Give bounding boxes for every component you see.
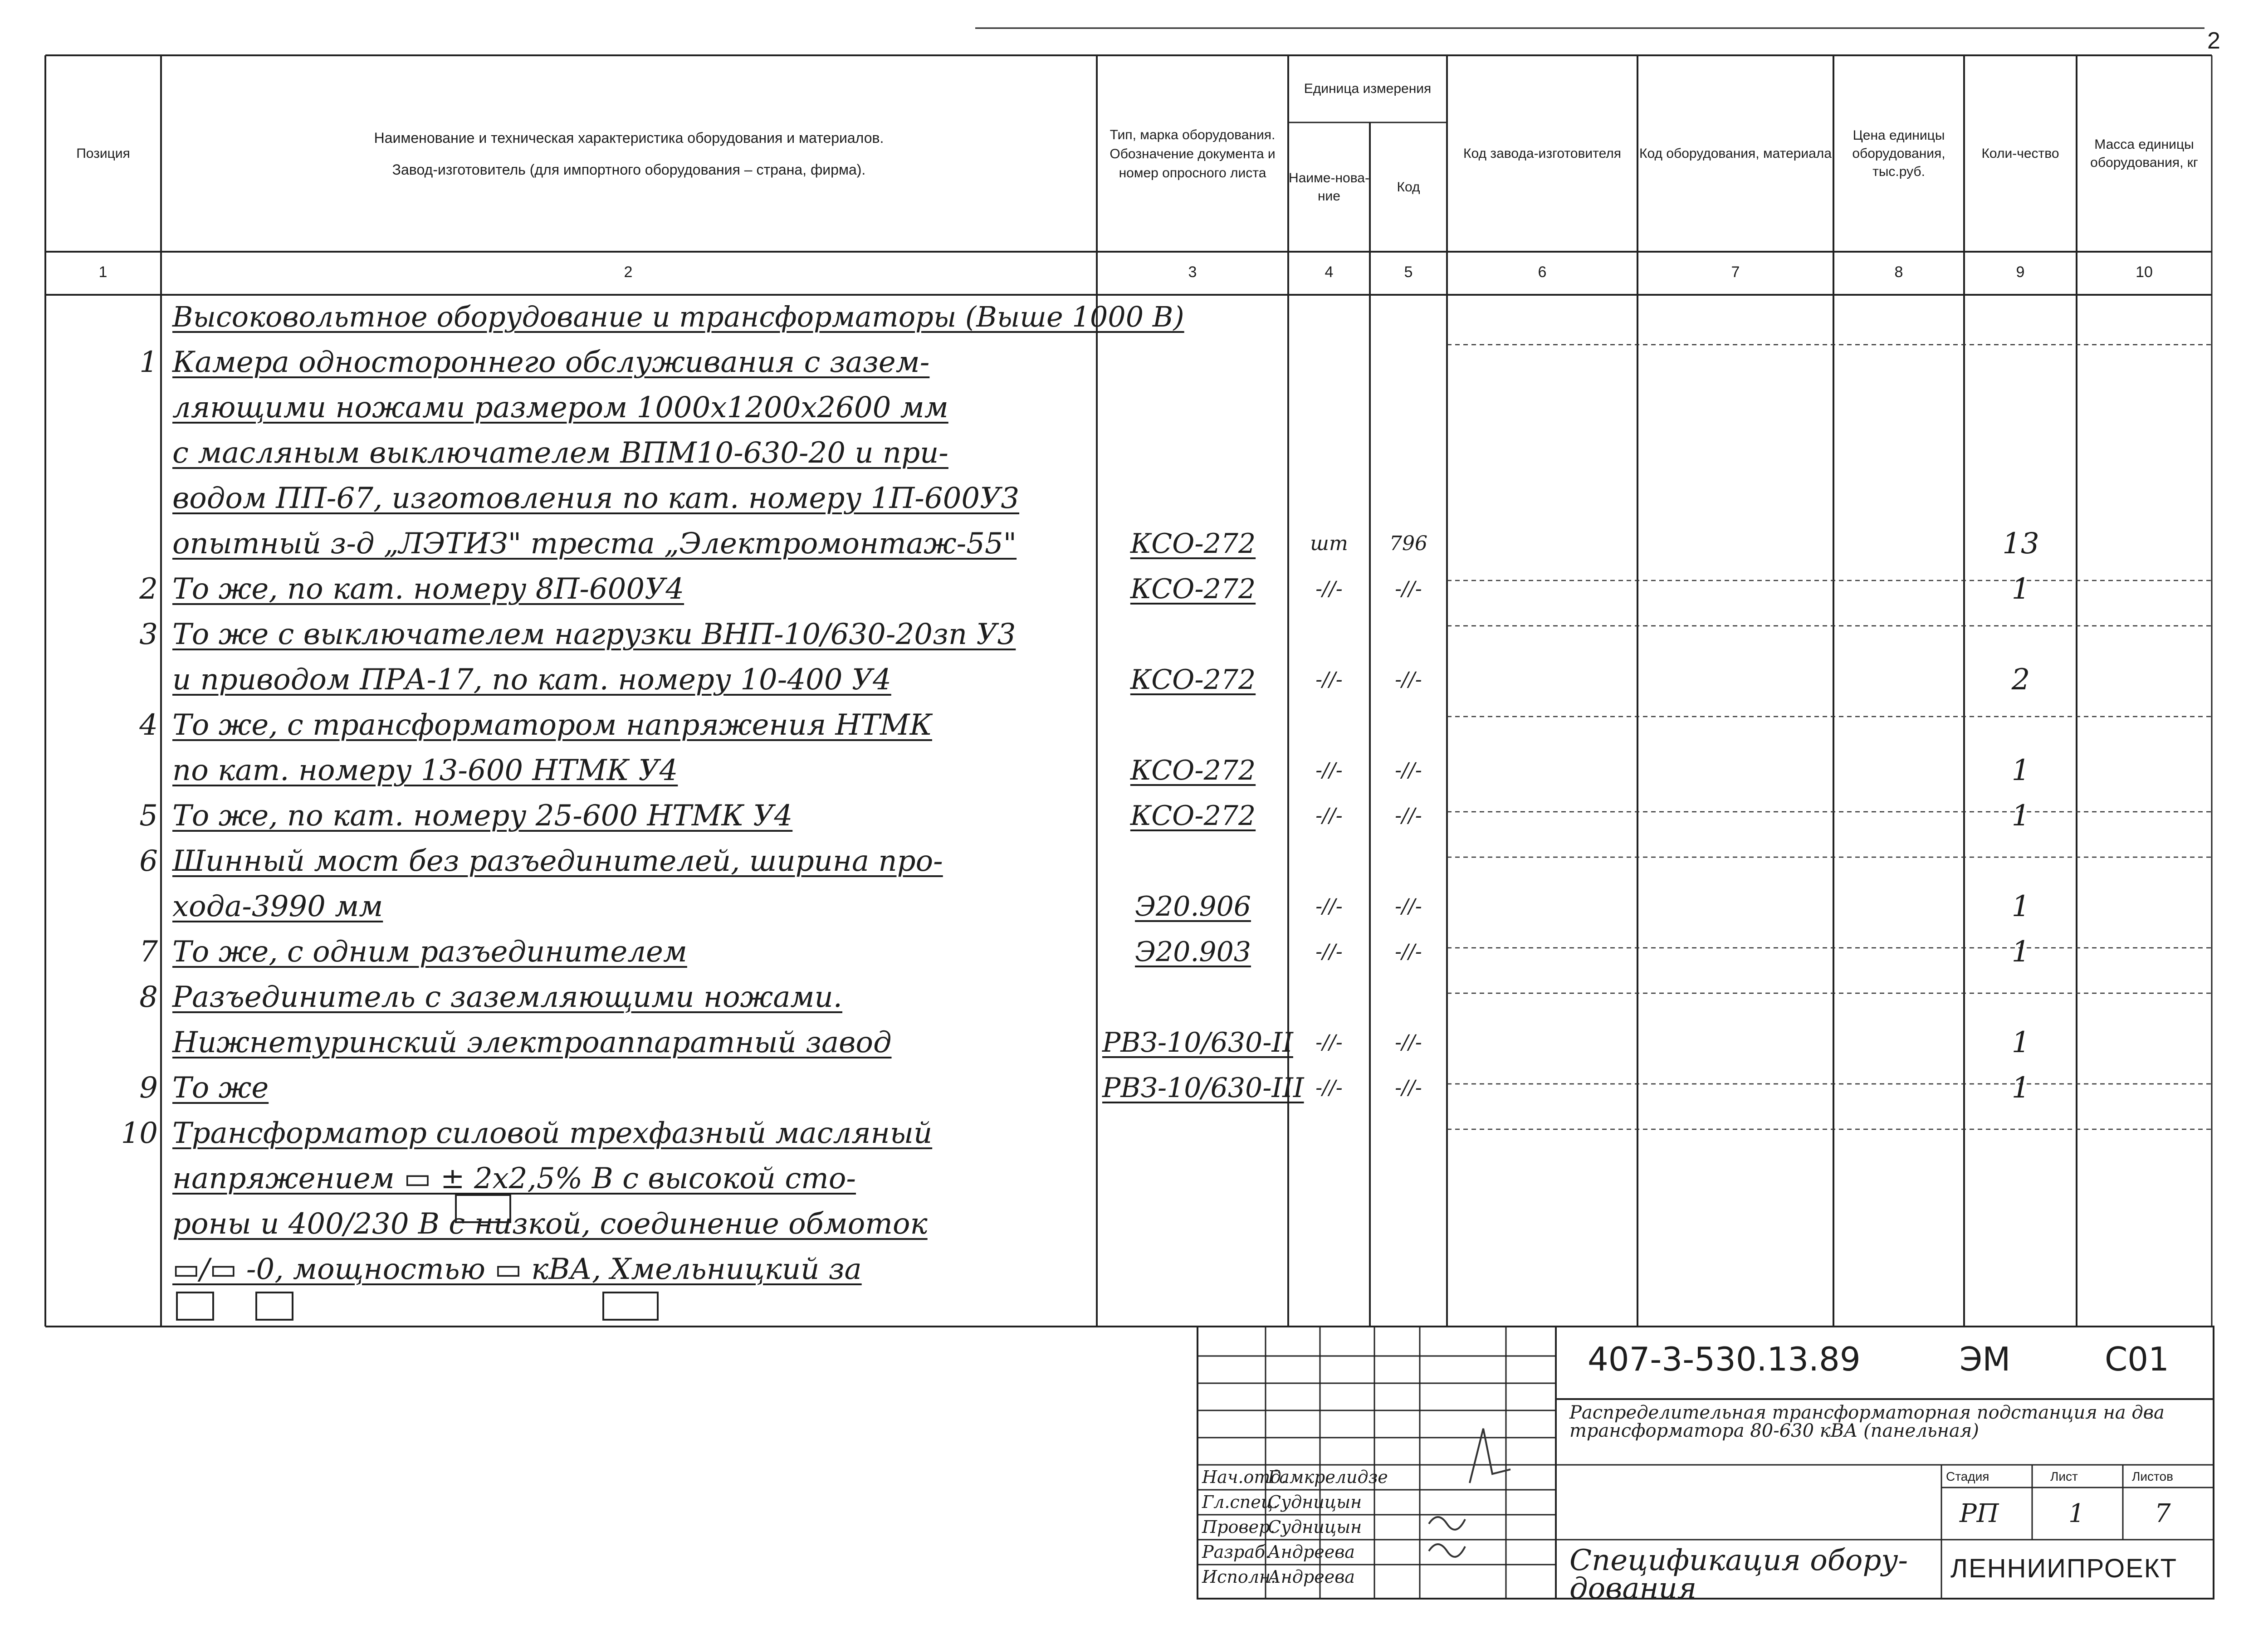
stage-label: Стадия <box>1946 1469 1989 1483</box>
row-unit <box>1293 342 1365 385</box>
signature-name: Андреева <box>1268 1567 1355 1587</box>
col-number: 9 <box>2016 263 2025 281</box>
row-name: хода-3990 мм <box>172 890 383 923</box>
row-position <box>117 387 158 431</box>
signature-role: Исполн. <box>1202 1567 1276 1587</box>
row-unit: -//- <box>1315 1076 1343 1099</box>
row-unit <box>1293 297 1365 340</box>
col-number: 2 <box>624 263 633 281</box>
row-name: Разъединитель с заземляющими ножами. <box>172 980 842 1014</box>
row-name: То же, с одним разъединителем <box>172 935 687 969</box>
row-name: и приводом ПРА-17, по кат. номеру 10-400 У4 <box>172 663 891 697</box>
header-price: Цена единицы оборудования, тыс.руб. <box>1852 127 1945 179</box>
row-unit-code <box>1374 387 1442 431</box>
row-unit <box>1293 614 1365 658</box>
row-name: Камера одностороннего обслуживания с зазем- <box>172 346 930 379</box>
col-number: 3 <box>1188 263 1197 281</box>
row-type: КСО-272 <box>1130 664 1256 696</box>
document-title: Спецификация обору-дования <box>1569 1544 1908 1605</box>
row-qty: 1 <box>2011 754 2030 787</box>
row-position <box>117 297 158 340</box>
row-unit: -//- <box>1315 940 1343 963</box>
col-number: 1 <box>98 263 108 281</box>
doc-code: 407-3-530.13.89 <box>1588 1340 1861 1378</box>
row-unit-code <box>1374 1113 1442 1156</box>
row-qty <box>1969 387 2073 431</box>
row-position <box>117 1158 158 1202</box>
header-unit-name: Наиме-нова-ние <box>1289 170 1369 204</box>
sheet-value: 1 <box>2068 1499 2085 1528</box>
row-position: 8 <box>139 980 158 1014</box>
signature-marks <box>1429 1429 1510 1557</box>
row-name: То же, с трансформатором напряжения НТМК <box>172 708 932 742</box>
row-unit <box>1293 977 1365 1020</box>
row-unit <box>1293 1113 1365 1156</box>
row-qty: 1 <box>2011 572 2030 606</box>
row-qty <box>1969 478 2073 522</box>
row-qty <box>1969 1113 2073 1156</box>
sheet-label: Лист <box>2050 1469 2078 1483</box>
row-unit-code <box>1374 1158 1442 1202</box>
row-name: по кат. номеру 13-600 НТМК У4 <box>172 754 678 787</box>
row-qty: 1 <box>2011 935 2030 969</box>
row-unit: -//- <box>1315 895 1343 918</box>
row-type <box>1102 1249 1284 1293</box>
row-name: водом ПП-67, изготовления по кат. номеру 1П-600У3 <box>172 482 1020 515</box>
signature-name: Судницын <box>1268 1492 1362 1512</box>
row-type <box>1102 387 1284 431</box>
row-unit-code <box>1374 478 1442 522</box>
row-position: 6 <box>139 844 158 878</box>
row-position <box>117 523 158 567</box>
row-position: 1 <box>139 346 158 379</box>
row-qty <box>1969 1158 2073 1202</box>
row-position <box>117 659 158 703</box>
row-position: 9 <box>139 1071 158 1105</box>
sheets-value: 7 <box>2155 1499 2171 1528</box>
row-position <box>117 1022 158 1066</box>
row-type: КСО-272 <box>1130 800 1256 832</box>
row-qty <box>1969 705 2073 748</box>
row-qty <box>1969 1249 2073 1293</box>
row-position: 7 <box>139 935 158 969</box>
row-type <box>1102 478 1284 522</box>
header-position: Позиция <box>76 146 130 161</box>
row-type <box>1102 433 1284 476</box>
row-unit: -//- <box>1315 668 1343 691</box>
signature-role: Гл.спец. <box>1202 1492 1279 1512</box>
row-qty <box>1969 841 2073 884</box>
row-unit: -//- <box>1315 577 1343 600</box>
header-type: Тип, марка оборудования. Обозначение документа и номер опросного листа <box>1110 127 1276 180</box>
col-number: 4 <box>1325 263 1334 281</box>
row-unit-code: -//- <box>1395 759 1422 782</box>
row-name: опытный з-д „ЛЭТИЗ" треста „Электромонтаж-55" <box>172 527 1017 561</box>
row-qty <box>1969 433 2073 476</box>
sheets-label: Листов <box>2132 1469 2173 1483</box>
row-unit: -//- <box>1315 759 1343 782</box>
signature-role: Провер. <box>1202 1517 1276 1537</box>
header-equip-code: Код оборудования, материала <box>1639 146 1832 161</box>
row-position <box>117 750 158 794</box>
row-unit-code: -//- <box>1395 1031 1422 1054</box>
row-name: ляющими ножами размером 1000x1200x2600 мм <box>172 391 948 424</box>
row-unit <box>1293 1158 1365 1202</box>
row-type <box>1102 1204 1284 1247</box>
row-unit-code <box>1374 614 1442 658</box>
row-unit-code: -//- <box>1395 940 1422 963</box>
row-type: Э20.903 <box>1135 936 1251 968</box>
header-unit: Единица измерения <box>1304 81 1432 96</box>
row-unit-code <box>1374 977 1442 1020</box>
row-qty: 1 <box>2011 890 2030 923</box>
signature-role: Разраб. <box>1202 1542 1271 1562</box>
col-number: 10 <box>2136 263 2153 281</box>
row-name: Нижнетуринский электроаппаратный завод <box>172 1026 892 1059</box>
row-type <box>1102 841 1284 884</box>
row-type <box>1102 297 1284 340</box>
row-type: КСО-272 <box>1130 755 1256 786</box>
signature-role: Нач.отд. <box>1202 1467 1287 1487</box>
header-mass: Масса единицы оборудования, кг <box>2090 137 2198 170</box>
row-unit-code: -//- <box>1395 895 1422 918</box>
row-name: То же с выключателем нагрузки ВНП-10/630-20зп У3 <box>172 618 1016 651</box>
row-unit-code: -//- <box>1395 577 1422 600</box>
row-unit <box>1293 478 1365 522</box>
signature-name: Гамкрелидзе <box>1268 1467 1388 1487</box>
row-unit-code <box>1374 1249 1442 1293</box>
signature-name: Судницын <box>1268 1517 1362 1537</box>
page-number: 2 <box>2207 28 2220 54</box>
row-unit-code: 796 <box>1389 532 1427 555</box>
row-position <box>117 433 158 476</box>
row-type: КСО-272 <box>1130 573 1256 605</box>
header-name: Наименование и техническая характеристика оборудования и материалов. Завод-изготовитель (для импортного оборудования – страна, фирма). <box>374 129 884 178</box>
header-qty: Коли-чество <box>1981 146 2059 161</box>
row-name: роны и 400/230 В с низкой, соединение обмоток <box>172 1207 928 1241</box>
col-number: 6 <box>1538 263 1547 281</box>
row-unit: -//- <box>1315 804 1343 827</box>
row-unit-code <box>1374 1204 1442 1247</box>
row-position: 2 <box>139 572 158 606</box>
row-unit-code: -//- <box>1395 668 1422 691</box>
row-name: ▭/▭ -0, мощностью ▭ кВА, Хмельницкий за <box>172 1253 862 1286</box>
row-qty: 13 <box>2002 527 2039 561</box>
row-unit <box>1293 1249 1365 1293</box>
row-unit <box>1293 705 1365 748</box>
row-unit-code: -//- <box>1395 1076 1422 1099</box>
doc-mark: ЭМ <box>1960 1340 2011 1378</box>
row-position: 5 <box>139 799 158 833</box>
col-number: 7 <box>1731 263 1740 281</box>
row-type: РВЗ-10/630-III <box>1102 1072 1304 1104</box>
organization: ЛЕННИИПРОЕКТ <box>1950 1554 2178 1583</box>
row-name: Шинный мост без разъединителей, ширина про- <box>172 844 943 878</box>
row-position: 4 <box>139 708 158 742</box>
row-unit <box>1293 841 1365 884</box>
row-type <box>1102 614 1284 658</box>
row-unit <box>1293 1204 1365 1247</box>
row-type <box>1102 342 1284 385</box>
row-unit <box>1293 387 1365 431</box>
row-unit-code <box>1374 433 1442 476</box>
row-unit-code <box>1374 841 1442 884</box>
row-qty <box>1969 977 2073 1020</box>
row-qty: 2 <box>2011 663 2030 697</box>
row-qty: 1 <box>2011 1071 2030 1105</box>
row-unit <box>1293 433 1365 476</box>
row-unit-code <box>1374 297 1442 340</box>
col-number: 8 <box>1894 263 1903 281</box>
row-unit-code <box>1374 705 1442 748</box>
signature-name: Андреева <box>1268 1542 1355 1562</box>
row-name: Высоковольтное оборудование и трансформаторы (Выше 1000 В) <box>172 300 1184 333</box>
header-plant-code: Код завода-изготовителя <box>1463 146 1622 161</box>
row-type: РВЗ-10/630-II <box>1102 1027 1293 1058</box>
row-position <box>117 886 158 930</box>
row-unit: шт <box>1310 532 1348 555</box>
row-type <box>1102 1158 1284 1202</box>
row-type <box>1102 1113 1284 1156</box>
row-type <box>1102 705 1284 748</box>
row-type <box>1102 977 1284 1020</box>
sheet-code: С01 <box>2105 1340 2169 1378</box>
row-position: 10 <box>121 1117 158 1150</box>
row-position <box>117 1249 158 1293</box>
row-qty <box>1969 1204 2073 1247</box>
row-name: То же <box>172 1071 269 1105</box>
row-name: Трансформатор силовой трехфазный масляный <box>172 1117 933 1150</box>
header-unit-code: Код <box>1397 179 1420 195</box>
row-type: КСО-272 <box>1130 528 1256 560</box>
stage-value: РП <box>1960 1499 1999 1528</box>
row-name: То же, по кат. номеру 8П-600У4 <box>172 572 684 606</box>
row-qty: 1 <box>2011 1026 2030 1059</box>
row-unit: -//- <box>1315 1031 1343 1054</box>
row-position <box>117 1204 158 1247</box>
row-qty <box>1969 297 2073 340</box>
row-qty: 1 <box>2011 799 2030 833</box>
row-name: То же, по кат. номеру 25-600 НТМК У4 <box>172 799 793 833</box>
row-name: напряжением ▭ ± 2x2,5% В с высокой сто- <box>172 1162 856 1195</box>
row-unit-code: -//- <box>1395 804 1422 827</box>
row-name: с масляным выключателем ВПМ10-630-20 и при- <box>172 436 948 470</box>
row-position <box>117 478 158 522</box>
project-title: Распределительная трансформаторная подстанция на два трансформатора 80-630 кВА (панельная) <box>1569 1402 2165 1441</box>
row-qty <box>1969 342 2073 385</box>
row-qty <box>1969 614 2073 658</box>
row-type: Э20.906 <box>1135 891 1251 922</box>
col-number: 5 <box>1404 263 1413 281</box>
row-unit-code <box>1374 342 1442 385</box>
row-position: 3 <box>139 618 158 651</box>
